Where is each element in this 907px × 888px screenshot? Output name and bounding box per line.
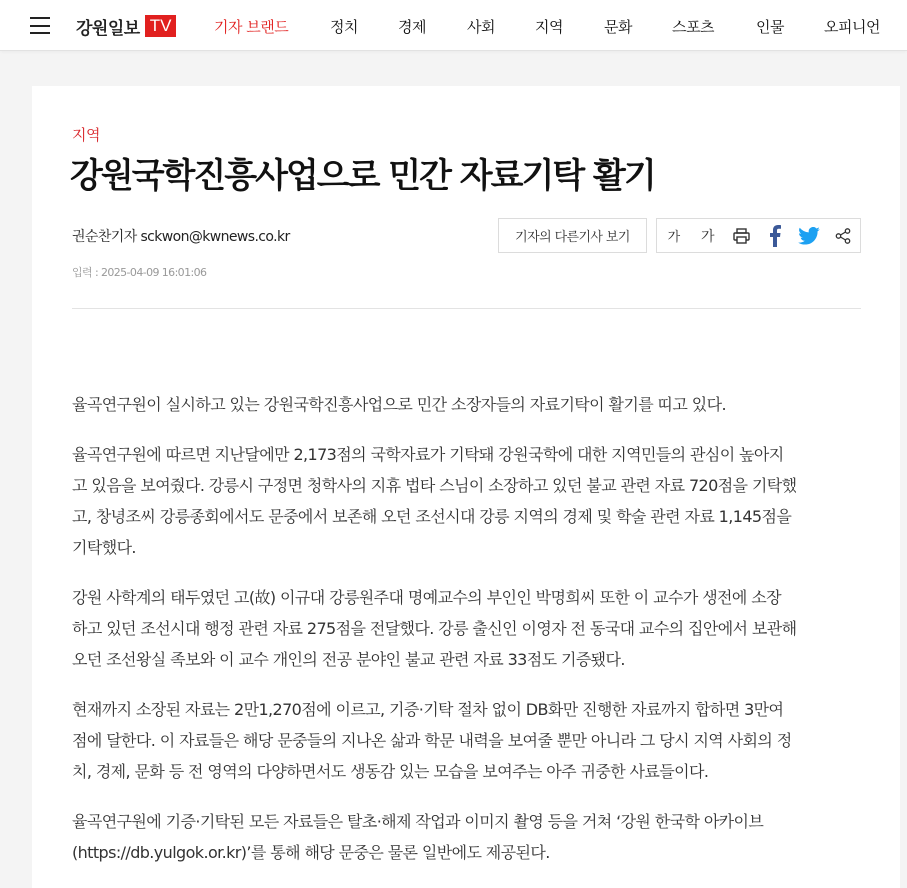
menu-item-culture[interactable]: 문화: [604, 18, 632, 36]
menu-item-politics[interactable]: 정치: [330, 18, 358, 36]
divider: [72, 308, 861, 309]
article-paragraph: 강원 사학계의 태두였던 고(故) 이규대 강릉원주대 명예교수의 부인인 박명희씨 또한 이 교수가 생전에 소장 하고 있던 조선시대 행정 관련 자료 275점을 전달했다. 강릉 출신인 이영자 전 동국대 교수의 집안에서 보관해 오던 조선왕실 족보와 이 교수 개인의 전공 분야인 불교 관련 자료 33점도 기증됐다.: [72, 588, 797, 669]
twitter-share-icon[interactable]: [792, 219, 826, 252]
published-date: 입력 : 2025-04-09 16:01:06: [72, 266, 207, 279]
article-toolbar: [656, 218, 861, 253]
article-title: 강원국학진흥사업으로 민간 자료기탁 활기: [70, 156, 655, 196]
menu-item-opinion[interactable]: 오피니언: [824, 18, 880, 36]
article-body: [72, 389, 864, 887]
menu-item-people[interactable]: 인물: [756, 18, 784, 36]
section-label[interactable]: 지역: [72, 126, 100, 144]
top-navigation-bar: [0, 0, 907, 51]
share-icon[interactable]: [826, 219, 860, 252]
font-increase-button[interactable]: 가: [700, 228, 715, 245]
logo-tv-badge: TV: [145, 15, 177, 37]
other-articles-button[interactable]: 기자의 다른기사 보기: [498, 218, 647, 253]
main-menu: [0, 16, 907, 36]
facebook-share-icon[interactable]: [758, 219, 792, 252]
menu-item-reporter-brand[interactable]: 기자 브랜드: [214, 18, 289, 36]
article-paragraph: 현재까지 소장된 자료는 2만1,270점에 이르고, 기증·기탁 절차 없이 DB화만 진행한 자료까지 합하면 3만여 점에 달한다. 이 자료들은 해당 문중들의 지나온 삶과 학문 내력을 보여줄 뿐만 아니라 그 당시 지역 사회의 정 치, 경제, 문화 등 전 영역의 다양하면서도 생동감 있는 모습을 보여주는 아주 귀중한 사료들이다.: [72, 700, 792, 781]
print-icon[interactable]: [725, 219, 759, 252]
article-paragraph: 율곡연구원에 따르면 지난달에만 2,173점의 국학자료가 기탁돼 강원국학에 대한 지역민들의 관심이 높아지 고 있음을 보여줬다. 강릉시 구정면 청학사의 지휴 법타 스님이 소장하고 있던 불교 관련 자료 720점을 기탁했 고, 창녕조씨 강릉종회에서도 문중에서 보존해 오던 조선시대 강릉 지역의 경제 및 학술 관련 자료 1,145점을 기탁했다.: [72, 445, 797, 557]
menu-item-society[interactable]: 사회: [467, 18, 495, 36]
article-container: [32, 86, 900, 888]
menu-item-economy[interactable]: 경제: [398, 18, 426, 36]
font-decrease-button[interactable]: 가: [667, 230, 681, 245]
article-paragraph: 율곡연구원이 실시하고 있는 강원국학진흥사업으로 민간 소장자들의 자료기탁이 활기를 띠고 있다.: [72, 395, 726, 414]
menu-item-sports[interactable]: 스포츠: [672, 18, 714, 36]
byline: 권순찬기자 sckwon@kwnews.co.kr: [72, 229, 290, 245]
article-paragraph: 율곡연구원에 기증·기탁된 모든 자료들은 탈초·해제 작업과 이미지 촬영 등을 거쳐 ‘강원 한국학 아카이브 (https://db.yulgok.or.kr)’를 통해 해당 문중은 물론 일반에도 제공된다.: [72, 812, 764, 862]
logo-text: 강원일보: [76, 18, 140, 39]
menu-item-region[interactable]: 지역: [535, 18, 563, 36]
